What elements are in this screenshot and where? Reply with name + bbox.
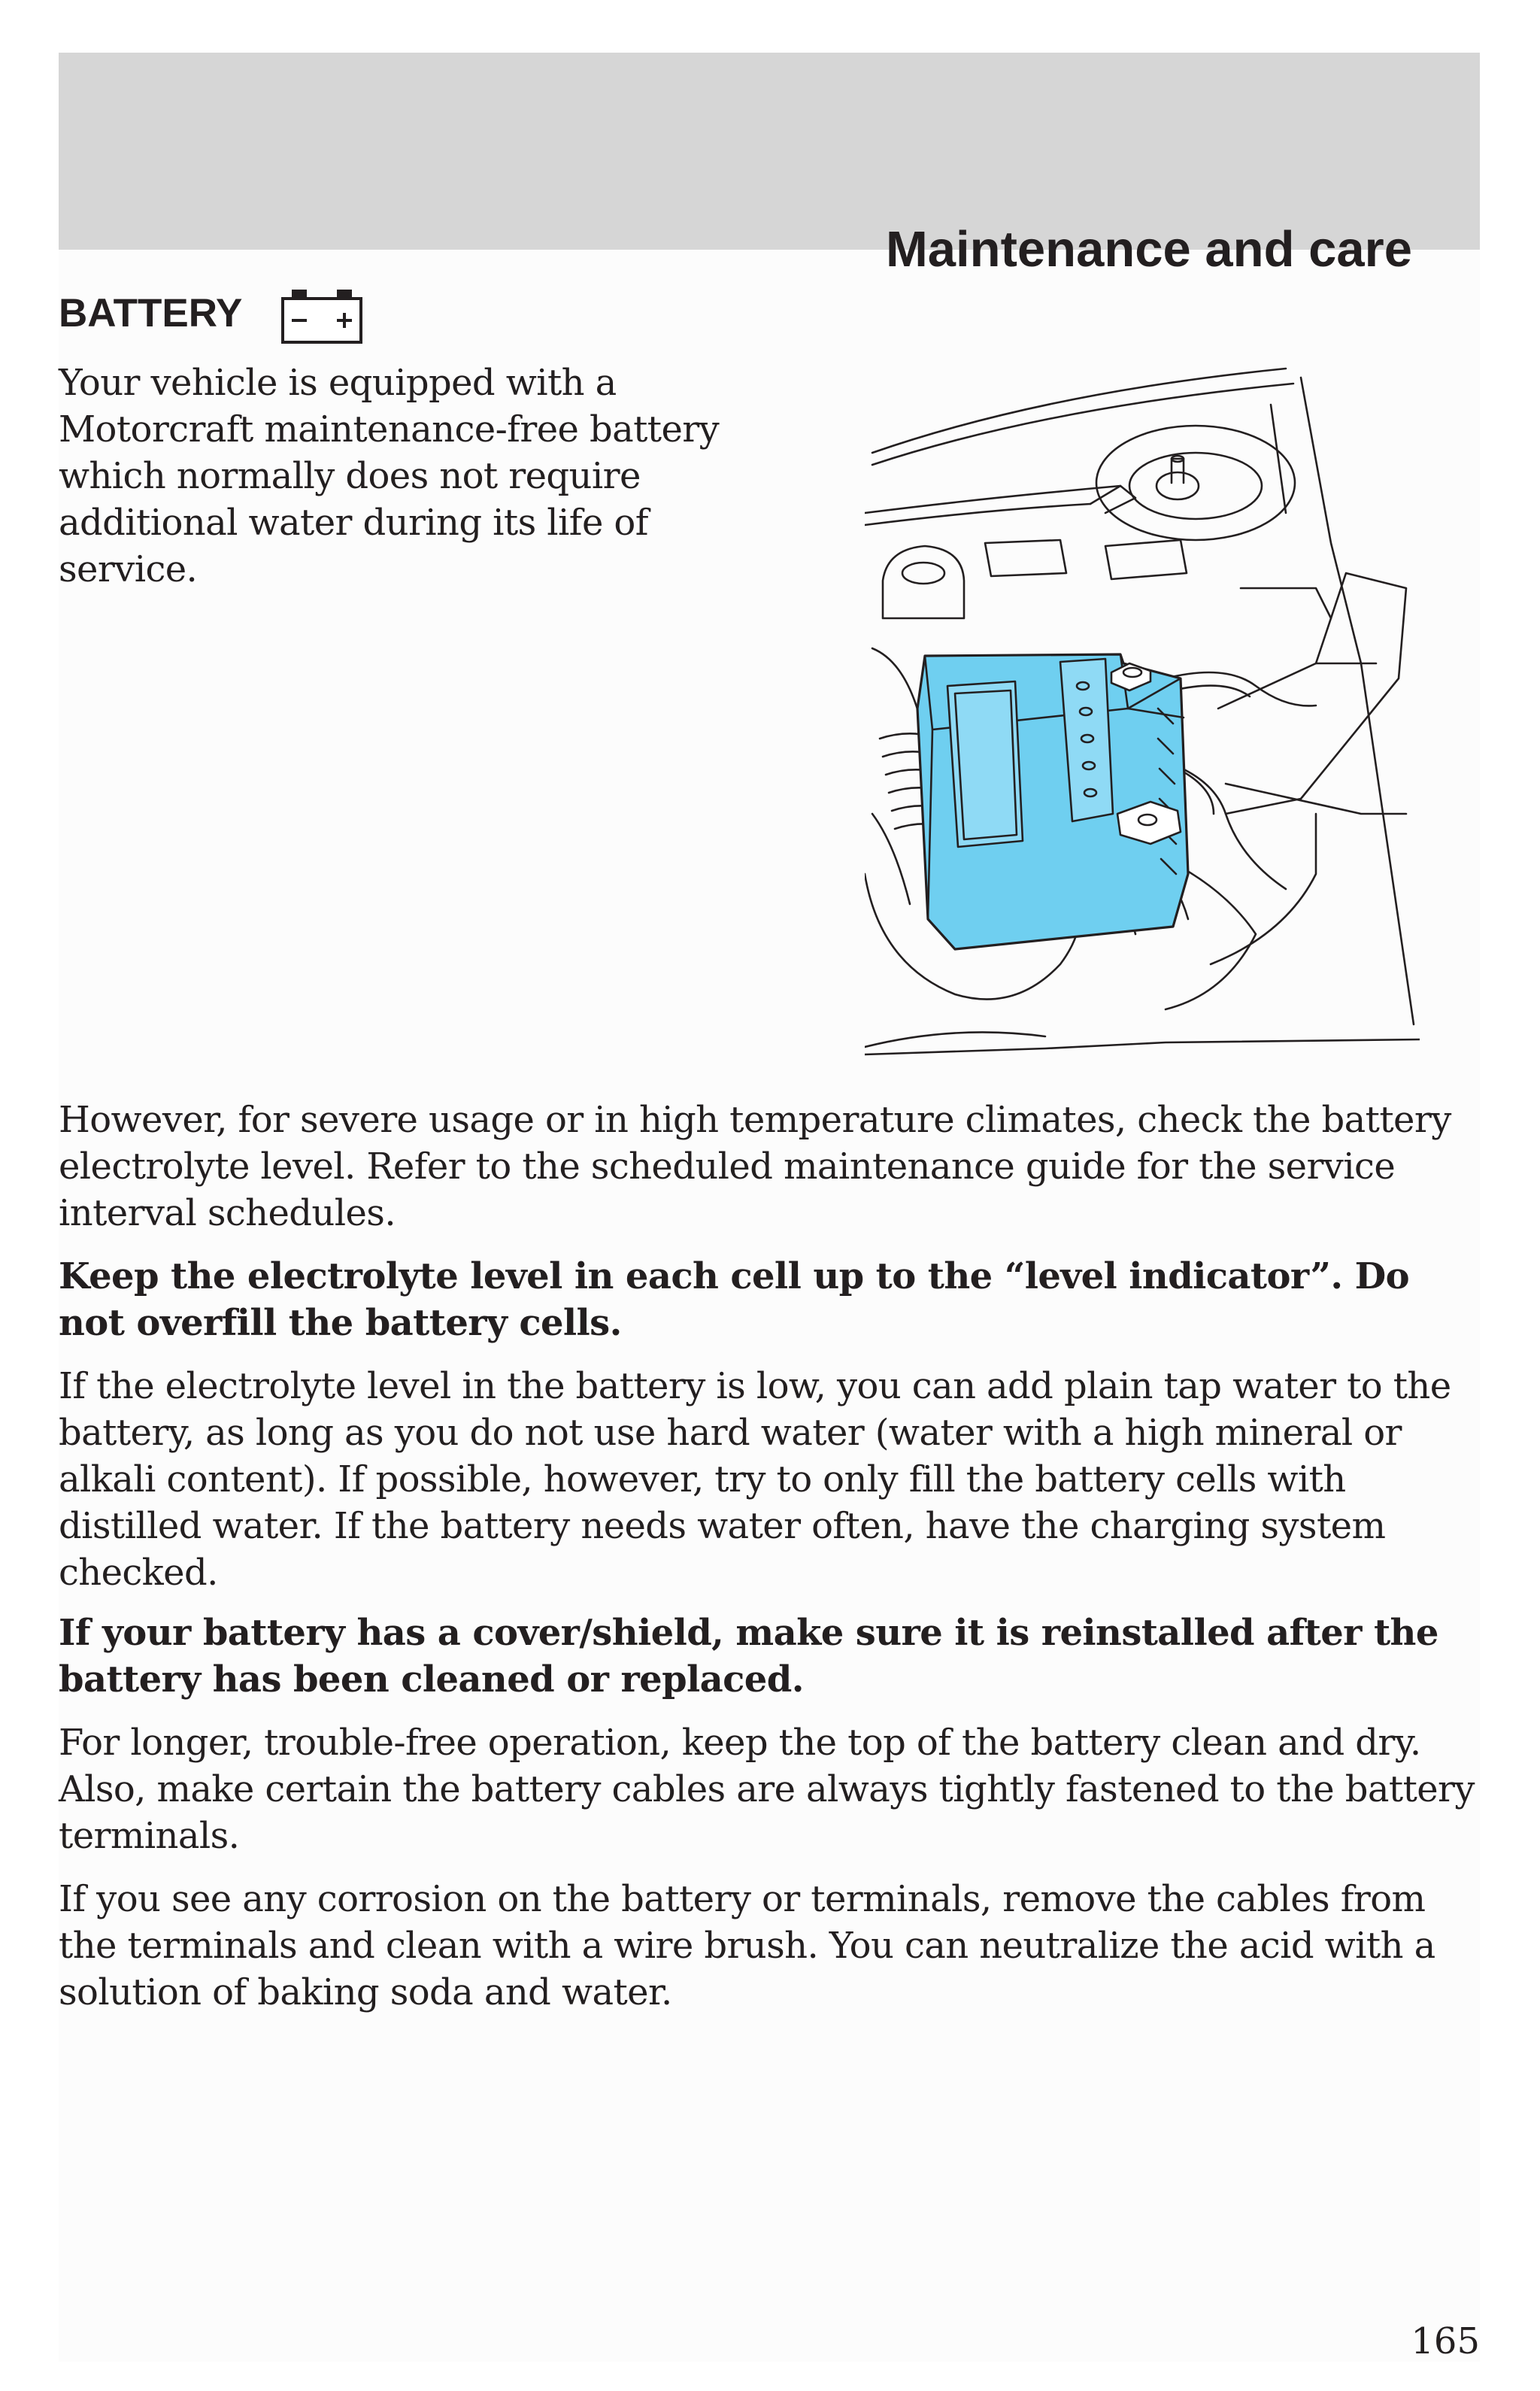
clean-terminals-paragraph: For longer, trouble-free operation, keep the top of the battery clean and dry. Also, make certain the battery cables are always tightly fastened to the battery terminals. (59, 1722, 1475, 1857)
low-electrolyte-paragraph: If the electrolyte level in the battery is low, you can add plain tap water to the battery, as long as you do not use hard water (water with a high mineral or alkali content). If possible, however, try to only fill the battery cells with distilled water. If the battery needs water often, have the charging system checked. (59, 1365, 1451, 1594)
header-band (59, 53, 1480, 278)
intro-paragraph: Your vehicle is equipped with a Motorcraft maintenance-free battery which normally does not require additional water during its life of service. (59, 362, 720, 590)
battery-heading: BATTERY (59, 291, 243, 335)
page-number: 165 (1411, 2320, 1480, 2362)
severe-usage-paragraph: However, for severe usage or in high temperature climates, check the battery electrolyte level. Refer to the scheduled maintenance guide for the service interval schedules. (59, 1099, 1451, 1234)
battery-engine-compartment-illustration (865, 363, 1420, 1056)
section-title: Maintenance and care (885, 221, 1412, 278)
electrolyte-warning-paragraph: Keep the electrolyte level in each cell up to the “level indicator”. Do not overfill the battery cells. (59, 1255, 1410, 1344)
cover-shield-warning-paragraph: If your battery has a cover/shield, make sure it is reinstalled after the battery has been cleaned or replaced. (59, 1612, 1438, 1701)
battery-icon (280, 289, 364, 344)
corrosion-paragraph: If you see any corrosion on the battery or terminals, remove the cables from the terminals and clean with a wire brush. You can neutralize the acid with a solution of baking soda and water. (59, 1878, 1435, 2013)
